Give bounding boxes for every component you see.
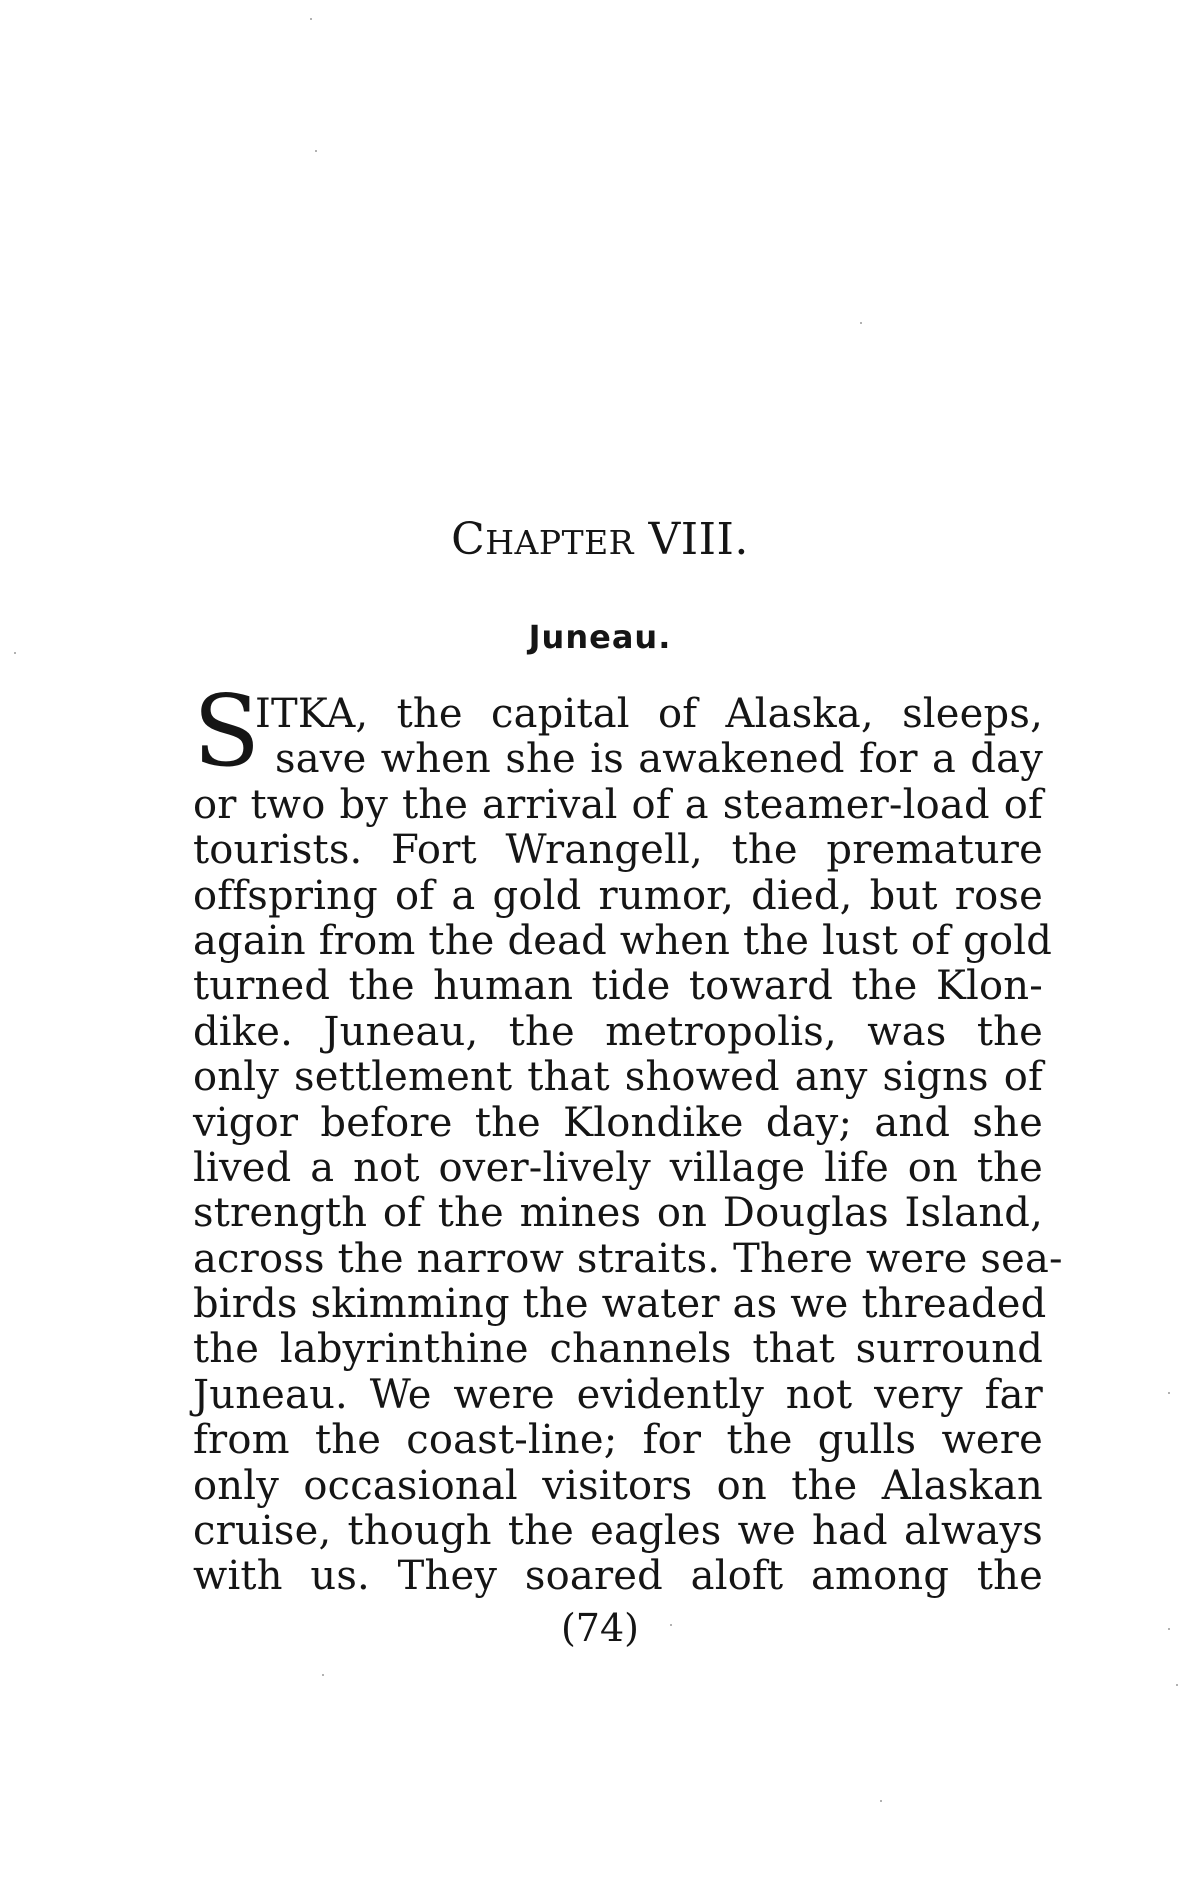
page-number: (74) bbox=[560, 1606, 639, 1650]
text-line: birds skimming the water as we threaded bbox=[193, 1281, 1047, 1328]
text-line: again from the dead when the lust of gold bbox=[193, 917, 1053, 964]
text-line: save when she is awakened for a day bbox=[275, 736, 1043, 783]
scan-speck bbox=[322, 1674, 324, 1676]
text-line: ITKA, the capital of Alaska, sleeps, bbox=[255, 691, 1043, 737]
chapter-heading-small-caps: HAPTER bbox=[485, 523, 635, 562]
text-line: vigor before the Klondike day; and she bbox=[193, 1099, 1043, 1146]
text-line: strength of the mines on Douglas Island, bbox=[193, 1190, 1043, 1237]
chapter-heading-initial: C bbox=[451, 514, 486, 565]
scan-speck bbox=[1168, 1392, 1170, 1394]
scan-speck bbox=[860, 322, 862, 324]
text-line: across the narrow straits. There were sea- bbox=[193, 1235, 1063, 1282]
text-line: from the coast-line; for the gulls were bbox=[193, 1417, 1043, 1464]
text-line: only occasional visitors on the Alaskan bbox=[193, 1462, 1043, 1509]
scan-speck bbox=[880, 1800, 882, 1802]
chapter-subtitle: Juneau. bbox=[528, 618, 672, 656]
scan-speck bbox=[1168, 1628, 1170, 1630]
text-line: Juneau. We were evidently not very far bbox=[193, 1371, 1043, 1418]
drop-cap: S bbox=[193, 675, 261, 789]
scan-speck bbox=[315, 150, 317, 152]
scan-speck bbox=[14, 652, 16, 654]
text-line: offspring of a gold rumor, died, but rose bbox=[193, 872, 1043, 919]
text-line: cruise, though the eagles we had always bbox=[193, 1508, 1043, 1555]
chapter-heading bbox=[300, 514, 900, 569]
text-line: turned the human tide toward the Klon- bbox=[193, 963, 1043, 1010]
text-line: with us. They soared aloft among the bbox=[193, 1553, 1043, 1600]
text-line: tourists. Fort Wrangell, the premature bbox=[193, 827, 1043, 874]
scan-speck bbox=[1176, 1684, 1178, 1686]
chapter-heading-numeral: VIII. bbox=[634, 514, 749, 565]
body-paragraph bbox=[193, 691, 1063, 1600]
text-line: or two by the arrival of a steamer-load of bbox=[193, 781, 1043, 828]
scan-speck bbox=[310, 18, 312, 20]
text-line: lived a not over-lively village life on the bbox=[193, 1144, 1043, 1191]
text-line: dike. Juneau, the metropolis, was the bbox=[193, 1008, 1043, 1055]
text-line: only settlement that showed any signs of bbox=[193, 1054, 1043, 1101]
scan-speck bbox=[670, 1624, 672, 1626]
text-line: the labyrinthine channels that surround bbox=[193, 1326, 1043, 1373]
